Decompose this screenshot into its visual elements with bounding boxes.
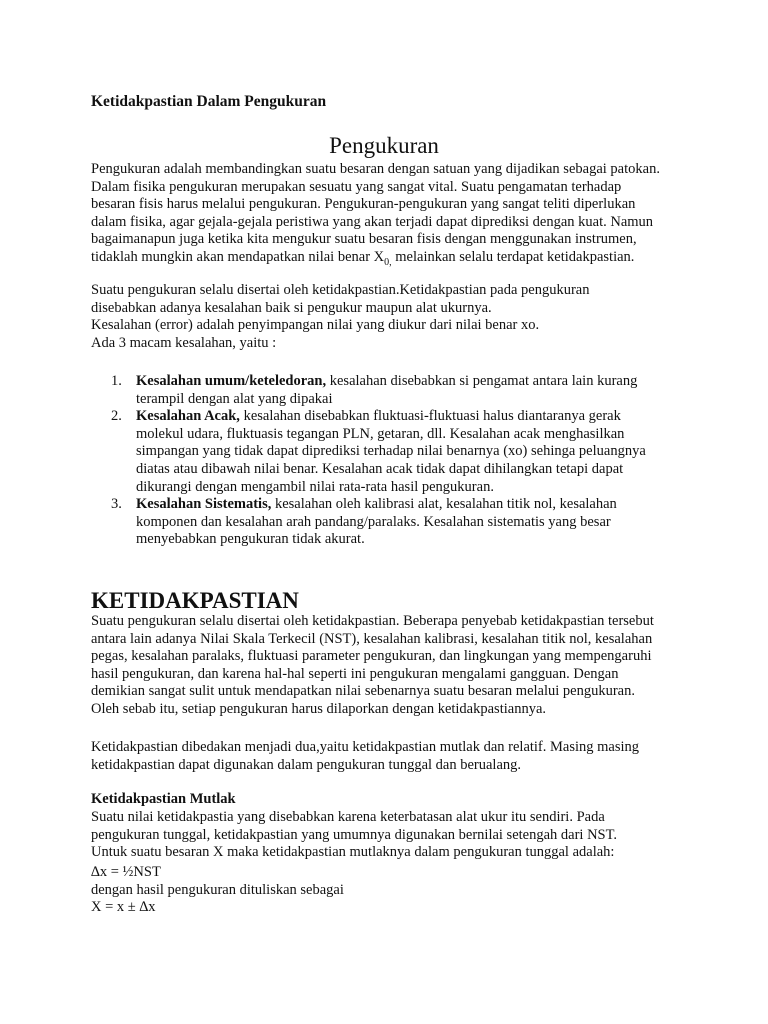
text-line: molekul udara, fluktuasis tegangan PLN, getaran, dll. Kesalahan acak menghasilkan xyxy=(136,425,625,442)
text-line: Oleh sebab itu, setiap pengukuran harus dilaporkan dengan ketidakpastiannya. xyxy=(91,700,547,717)
text-line: dikurangi dengan mengambil nilai rata-rata hasil pengukuran. xyxy=(136,478,494,495)
section-title-pengukuran: Pengukuran xyxy=(329,133,439,158)
list-item xyxy=(91,496,679,549)
text-line: Ketidakpastian dibedakan menjadi dua,yaitu ketidakpastian mutlak dan relatif. Masing masing xyxy=(91,739,640,755)
text-line: komponen dan kesalahan arah pandang/paralaks. Kesalahan sistematis yang besar xyxy=(136,513,611,530)
list-item xyxy=(91,408,679,496)
text-line: pegas, kesalahan paralaks, fluktuasi parameter pengukuran, dan lingkungan yang mempengaruhi xyxy=(91,648,652,665)
text-line xyxy=(136,496,679,514)
text-line: dalam fisika, agar gejala-gejala peristiwa yang akan terjadi dapat diprediksi dengan kuat. Namun xyxy=(91,213,654,230)
text-line: diatas atau dibawah nilai benar. Kesalahan acak tidak dapat dihilangkan tetapi dapat xyxy=(136,460,624,477)
text-segment: tidaklah mungkin akan mendapatkan nilai benar X xyxy=(91,248,385,265)
text-line: ketidakpastian dapat digunakan dalam pengukuran tunggal dan berualang. xyxy=(91,756,522,773)
formula-caption: dengan hasil pengukuran dituliskan sebagai xyxy=(91,881,344,898)
subscript: 0, xyxy=(384,256,392,268)
text-line: Kesalahan (error) adalah penyimpangan nilai yang diukur dari nilai benar xo. xyxy=(91,317,540,334)
text-segment: kesalahan oleh kalibrasi alat, kesalahan titik nol, kesalahan xyxy=(271,496,617,513)
text-line: disebabkan adanya kesalahan baik si pengukur maupun alat ukurnya. xyxy=(91,299,492,316)
text-line: menyebabkan pengukuran tidak akurat. xyxy=(136,531,365,548)
text-line: hasil pengukuran, dan karena hal-hal seperti ini pengukuran mengalami gangguan. Dengan xyxy=(91,665,619,682)
list-item-term: Kesalahan umum/keteledoran, xyxy=(136,373,327,389)
text-line: terampil dengan alat yang dipakai xyxy=(136,390,333,407)
paragraph-absolute-uncertainty xyxy=(91,809,679,862)
list-item xyxy=(91,373,679,408)
text-line xyxy=(91,249,679,267)
text-line: antara lain adanya Nilai Skala Terkecil (NST), kesalahan kalibrasi, kesalahan titik nol, kesalahan xyxy=(91,630,653,647)
section-title-ketidakpastian: KETIDAKPASTIAN xyxy=(91,588,299,613)
text-line: Pengukuran adalah membandingkan suatu besaran dengan satuan yang dijadikan sebagai patokan. xyxy=(91,161,660,177)
document-title: Ketidakpastian Dalam Pengukuran xyxy=(91,93,327,110)
text-line: pengukuran tunggal, ketidakpastian yang umumnya digunakan bernilai setengah dari NST. xyxy=(91,826,618,843)
text-line: besaran fisis harus melalui pengukuran. Pengukuran-pengukuran yang sangat teliti diperlukan xyxy=(91,196,636,213)
text-line: Suatu pengukuran selalu disertai oleh ketidakpastian. Beberapa penyebab ketidakpastian tersebut xyxy=(91,613,654,629)
text-line: Suatu nilai ketidakpastia yang disebabkan karena keterbatasan alat ukur itu sendiri. Pada xyxy=(91,809,605,825)
text-segment: kesalahan disebabkan si pengamat antara lain kurang xyxy=(326,373,638,389)
text-segment: melainkan selalu terdapat ketidakpastian. xyxy=(391,248,635,265)
list-number: 2. xyxy=(111,408,122,425)
list-number: 1. xyxy=(111,373,122,389)
text-line: Dalam fisika pengukuran merupakan sesuatu yang sangat vital. Suatu pengamatan terhadap xyxy=(91,178,622,195)
text-line: demikian sangat sulit untuk mendapatkan nilai sebenarnya suatu besaran melalui pengukuran. xyxy=(91,683,635,700)
error-types-list xyxy=(91,373,679,549)
text-line xyxy=(136,373,679,391)
text-line: Ada 3 macam kesalahan, yaitu : xyxy=(91,334,277,351)
text-line: simpangan yang tidak dapat diprediksi terhadap nilai benarnya (xo) sehinga peluangnya xyxy=(136,443,646,460)
text-line xyxy=(136,408,679,426)
paragraph-uncertainty-types xyxy=(91,739,679,774)
text-segment: kesalahan disebabkan fluktuasi-fluktuasi halus diantaranya gerak xyxy=(239,408,621,425)
subsection-title-mutlak: Ketidakpastian Mutlak xyxy=(91,791,236,807)
list-number: 3. xyxy=(111,496,122,513)
paragraph-uncertainty-causes xyxy=(91,613,679,719)
paragraph-definition xyxy=(91,161,679,267)
formula-result: X = x ± ∆x xyxy=(91,899,156,915)
formula-block xyxy=(91,864,679,917)
list-item-term: Kesalahan Sistematis, xyxy=(136,496,272,513)
text-line: Suatu pengukuran selalu disertai oleh ketidakpastian.Ketidakpastian pada pengukuran xyxy=(91,282,590,298)
formula-uncertainty: ∆x = ½NST xyxy=(91,864,161,880)
paragraph-error-intro xyxy=(91,282,679,352)
text-line: Untuk suatu besaran X maka ketidakpastian mutlaknya dalam pengukuran tunggal adalah: xyxy=(91,844,615,861)
list-item-term: Kesalahan Acak, xyxy=(136,408,240,425)
text-line: bagaimanapun juga ketika kita mengukur suatu besaran fisis dengan menggunakan instrumen, xyxy=(91,231,637,248)
